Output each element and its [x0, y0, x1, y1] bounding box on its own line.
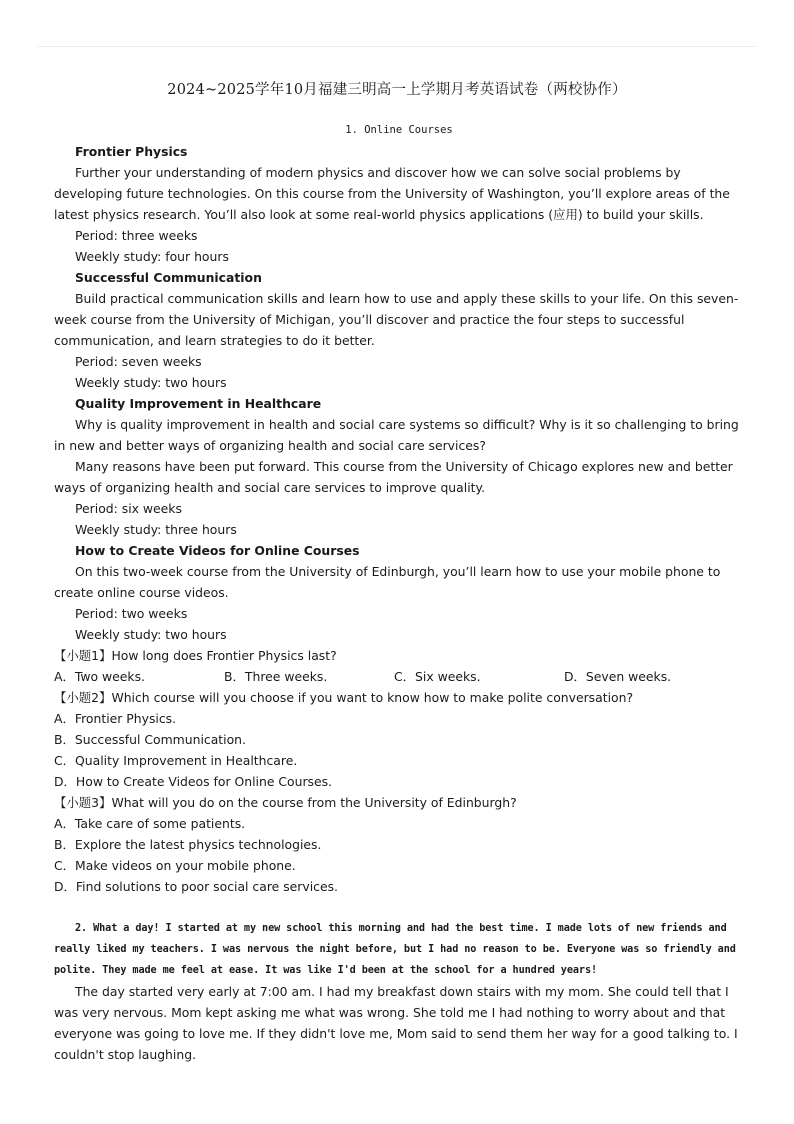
course-title: Frontier Physics — [75, 144, 188, 159]
option-d: D．How to Create Videos for Online Courses. — [54, 774, 333, 789]
course-title: Successful Communication — [75, 270, 262, 285]
course-weekly-study: Weekly study: two hours — [75, 375, 227, 390]
option-c: C．Quality Improvement in Healthcare. — [54, 753, 298, 768]
course-title: Quality Improvement in Healthcare — [75, 396, 322, 411]
section1-heading: 1. Online Courses — [345, 124, 453, 136]
question-stem: 【小题1】How long does Frontier Physics last? — [54, 648, 337, 663]
course-description: Build practical communication skills and learn how to use and apply these skills to your life. On this seven-week course from the University of Michigan, you’ll discover and practice the four steps to successful communication, and learn strategies to do it better. — [54, 291, 739, 348]
option-d: D．Seven weeks. — [564, 669, 672, 684]
option-c: C．Make videos on your mobile phone. — [54, 858, 296, 873]
course-period: Period: two weeks — [75, 606, 188, 621]
course-weekly-study: Weekly study: two hours — [75, 627, 227, 642]
course-weekly-study: Weekly study: three hours — [75, 522, 237, 537]
option-a: A．Take care of some patients. — [54, 816, 246, 831]
option-b: B．Three weeks. — [224, 669, 328, 684]
option-d: D．Find solutions to poor social care services. — [54, 879, 338, 894]
spacer — [54, 897, 744, 918]
question-stem: 【小题3】What will you do on the course from the University of Edinburgh? — [54, 795, 517, 810]
section2-paragraph: The day started very early at 7:00 am. I had my breakfast down stairs with my mom. She could tell that I was very nervous. Mom kept asking me what was wrong. She told me I had nothing to worry about and that everyone was going to love me. If they didn't love me, Mom said to send them her way for a good talking to. I couldn't stop laughing. — [54, 984, 738, 1062]
option-a: A．Two weeks. — [54, 669, 145, 684]
page-title: 2024~2025学年10月福建三明高一上学期月考英语试卷（两校协作） — [167, 82, 627, 98]
course-description: On this two-week course from the University of Edinburgh, you’ll learn how to use your mobile phone to create online course videos. — [54, 564, 721, 600]
top-divider — [38, 46, 756, 47]
course-period: Period: seven weeks — [75, 354, 202, 369]
question-options-row — [54, 666, 744, 687]
course-title: How to Create Videos for Online Courses — [75, 543, 360, 558]
option-b: B．Explore the latest physics technologies. — [54, 837, 322, 852]
option-b: B．Successful Communication. — [54, 732, 246, 747]
course-description: Further your understanding of modern physics and discover how we can solve social problems by developing future technologies. On this course from the University of Washington, you’ll explore areas of the latest physics research. You’ll also look at some real-world physics applications (应用) to build your skills. — [54, 165, 730, 222]
question-stem: 【小题2】Which course will you choose if you want to know how to make polite conversation? — [54, 690, 634, 705]
course-period: Period: six weeks — [75, 501, 182, 516]
document-body — [54, 120, 744, 1065]
course-period: Period: three weeks — [75, 228, 198, 243]
section2-intro: 2. What a day! I started at my new school this morning and had the best time. I made lots of new friends and really liked my teachers. I was nervous the night before, but I had no reason to be. Everyone was so friendly and polite. They made me feel at ease. It was like I'd been at the school for a hundred years! — [54, 923, 736, 976]
option-c: C．Six weeks. — [394, 669, 481, 684]
course-description: Why is quality improvement in health and social care systems so difficult? Why is it so challenging to bring in new and better ways of organizing health and social care services? — [54, 417, 739, 453]
course-weekly-study: Weekly study: four hours — [75, 249, 229, 264]
course-description-2: Many reasons have been put forward. This course from the University of Chicago explores new and better ways of organizing health and social care services to improve quality. — [54, 459, 733, 495]
option-a: A．Frontier Physics. — [54, 711, 177, 726]
